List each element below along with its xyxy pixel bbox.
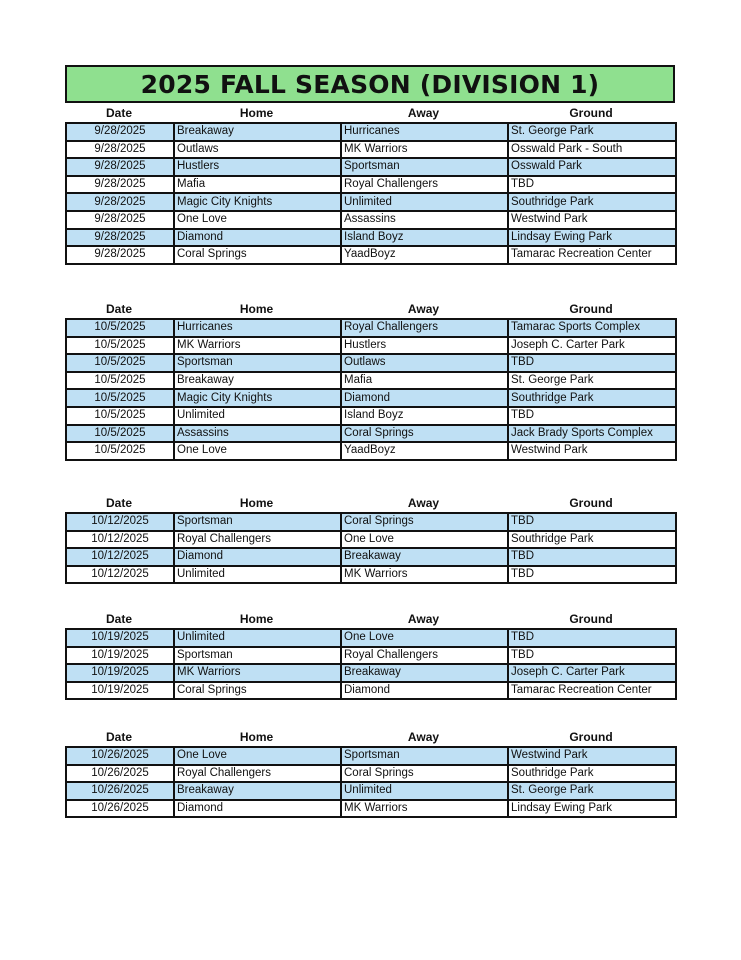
- table-row: [66, 566, 676, 584]
- column-header-ground: Ground: [569, 612, 613, 626]
- cell-away: Unlimited: [341, 193, 508, 211]
- cell-ground: Southridge Park: [508, 389, 676, 407]
- cell-ground: TBD: [508, 354, 676, 372]
- table-row: [66, 425, 676, 443]
- schedule-table: [65, 318, 677, 461]
- cell-home: Hustlers: [174, 158, 341, 176]
- cell-ground: Westwind Park: [508, 211, 676, 229]
- table-row: [66, 765, 676, 783]
- schedule-round: [65, 104, 675, 265]
- cell-ground: Tamarac Recreation Center: [508, 682, 676, 700]
- cell-away: Royal Challengers: [341, 176, 508, 194]
- cell-date: 10/12/2025: [66, 513, 174, 531]
- cell-home: Outlaws: [174, 141, 341, 159]
- column-header-row: [65, 494, 675, 512]
- column-header-away: Away: [407, 302, 440, 316]
- cell-home: Diamond: [174, 800, 341, 818]
- cell-ground: TBD: [508, 176, 676, 194]
- cell-away: MK Warriors: [341, 566, 508, 584]
- cell-home: Sportsman: [174, 513, 341, 531]
- column-header-home: Home: [239, 496, 274, 510]
- cell-away: Island Boyz: [341, 407, 508, 425]
- cell-date: 9/28/2025: [66, 158, 174, 176]
- cell-home: Breakaway: [174, 372, 341, 390]
- cell-ground: Joseph C. Carter Park: [508, 337, 676, 355]
- cell-date: 10/26/2025: [66, 747, 174, 765]
- cell-home: MK Warriors: [174, 337, 341, 355]
- cell-ground: Southridge Park: [508, 765, 676, 783]
- cell-home: Magic City Knights: [174, 389, 341, 407]
- table-row: [66, 319, 676, 337]
- cell-home: Mafia: [174, 176, 341, 194]
- column-header-row: [65, 300, 675, 318]
- cell-home: Royal Challengers: [174, 531, 341, 549]
- column-header-ground: Ground: [569, 302, 613, 316]
- cell-date: 10/12/2025: [66, 531, 174, 549]
- cell-ground: Southridge Park: [508, 193, 676, 211]
- table-row: [66, 664, 676, 682]
- cell-away: Coral Springs: [341, 765, 508, 783]
- cell-ground: Lindsay Ewing Park: [508, 229, 676, 247]
- schedule-round: [65, 300, 675, 461]
- cell-date: 10/26/2025: [66, 782, 174, 800]
- table-row: [66, 407, 676, 425]
- cell-home: Assassins: [174, 425, 341, 443]
- cell-home: One Love: [174, 211, 341, 229]
- column-header-date: Date: [105, 302, 132, 316]
- table-row: [66, 158, 676, 176]
- table-row: [66, 176, 676, 194]
- cell-ground: Westwind Park: [508, 747, 676, 765]
- cell-home: Hurricanes: [174, 319, 341, 337]
- column-header-ground: Ground: [569, 106, 613, 120]
- table-row: [66, 141, 676, 159]
- table-row: [66, 229, 676, 247]
- column-header-row: [65, 104, 675, 122]
- cell-home: Unlimited: [174, 629, 341, 647]
- cell-ground: Jack Brady Sports Complex: [508, 425, 676, 443]
- cell-date: 10/19/2025: [66, 647, 174, 665]
- cell-home: One Love: [174, 747, 341, 765]
- cell-ground: Tamarac Sports Complex: [508, 319, 676, 337]
- cell-date: 10/19/2025: [66, 664, 174, 682]
- table-row: [66, 548, 676, 566]
- table-row: [66, 513, 676, 531]
- cell-home: Unlimited: [174, 566, 341, 584]
- cell-home: Breakaway: [174, 782, 341, 800]
- table-row: [66, 193, 676, 211]
- table-row: [66, 354, 676, 372]
- cell-ground: St. George Park: [508, 123, 676, 141]
- table-row: [66, 647, 676, 665]
- cell-ground: Osswald Park - South: [508, 141, 676, 159]
- table-row: [66, 211, 676, 229]
- cell-date: 10/12/2025: [66, 548, 174, 566]
- cell-away: Island Boyz: [341, 229, 508, 247]
- cell-date: 10/5/2025: [66, 442, 174, 460]
- schedule-round: [65, 610, 675, 700]
- column-header-home: Home: [239, 730, 274, 744]
- cell-date: 10/19/2025: [66, 682, 174, 700]
- cell-date: 9/28/2025: [66, 211, 174, 229]
- page-title: 2025 FALL SEASON (DIVISION 1): [140, 69, 600, 99]
- cell-home: Magic City Knights: [174, 193, 341, 211]
- cell-date: 10/5/2025: [66, 372, 174, 390]
- column-header-away: Away: [407, 730, 440, 744]
- column-header-date: Date: [105, 106, 132, 120]
- cell-ground: TBD: [508, 629, 676, 647]
- cell-date: 10/12/2025: [66, 566, 174, 584]
- cell-ground: Joseph C. Carter Park: [508, 664, 676, 682]
- cell-ground: TBD: [508, 407, 676, 425]
- table-row: [66, 782, 676, 800]
- table-row: [66, 682, 676, 700]
- cell-away: Sportsman: [341, 158, 508, 176]
- column-header-away: Away: [407, 496, 440, 510]
- cell-home: One Love: [174, 442, 341, 460]
- cell-home: MK Warriors: [174, 664, 341, 682]
- cell-date: 10/5/2025: [66, 407, 174, 425]
- cell-away: Royal Challengers: [341, 647, 508, 665]
- cell-date: 10/26/2025: [66, 800, 174, 818]
- column-header-date: Date: [105, 730, 132, 744]
- cell-away: Diamond: [341, 389, 508, 407]
- column-header-home: Home: [239, 106, 274, 120]
- column-header-ground: Ground: [569, 730, 613, 744]
- cell-date: 9/28/2025: [66, 123, 174, 141]
- cell-away: YaadBoyz: [341, 246, 508, 264]
- cell-home: Coral Springs: [174, 246, 341, 264]
- cell-ground: TBD: [508, 548, 676, 566]
- schedule-round: [65, 728, 675, 818]
- schedule-table: [65, 512, 677, 584]
- schedule-round: [65, 494, 675, 584]
- column-header-away: Away: [407, 106, 440, 120]
- cell-away: Coral Springs: [341, 425, 508, 443]
- cell-home: Sportsman: [174, 647, 341, 665]
- cell-ground: Tamarac Recreation Center: [508, 246, 676, 264]
- cell-home: Royal Challengers: [174, 765, 341, 783]
- column-header-away: Away: [407, 612, 440, 626]
- cell-home: Unlimited: [174, 407, 341, 425]
- cell-date: 9/28/2025: [66, 176, 174, 194]
- column-header-date: Date: [105, 612, 132, 626]
- cell-away: Sportsman: [341, 747, 508, 765]
- cell-away: MK Warriors: [341, 141, 508, 159]
- column-header-ground: Ground: [569, 496, 613, 510]
- column-header-date: Date: [105, 496, 132, 510]
- cell-ground: Southridge Park: [508, 531, 676, 549]
- cell-date: 10/26/2025: [66, 765, 174, 783]
- schedule-table: [65, 628, 677, 700]
- cell-away: YaadBoyz: [341, 442, 508, 460]
- cell-away: Breakaway: [341, 664, 508, 682]
- cell-away: One Love: [341, 629, 508, 647]
- cell-away: Hurricanes: [341, 123, 508, 141]
- cell-ground: TBD: [508, 647, 676, 665]
- cell-home: Diamond: [174, 548, 341, 566]
- schedule-table: [65, 122, 677, 265]
- table-row: [66, 531, 676, 549]
- cell-away: Unlimited: [341, 782, 508, 800]
- table-row: [66, 123, 676, 141]
- table-row: [66, 629, 676, 647]
- cell-away: One Love: [341, 531, 508, 549]
- table-row: [66, 442, 676, 460]
- cell-home: Sportsman: [174, 354, 341, 372]
- cell-away: Hustlers: [341, 337, 508, 355]
- table-row: [66, 246, 676, 264]
- schedule-table: [65, 746, 677, 818]
- cell-away: Breakaway: [341, 548, 508, 566]
- cell-ground: Lindsay Ewing Park: [508, 800, 676, 818]
- cell-away: MK Warriors: [341, 800, 508, 818]
- cell-away: Outlaws: [341, 354, 508, 372]
- cell-date: 9/28/2025: [66, 229, 174, 247]
- cell-date: 10/5/2025: [66, 354, 174, 372]
- column-header-row: [65, 728, 675, 746]
- cell-ground: Osswald Park: [508, 158, 676, 176]
- cell-away: Royal Challengers: [341, 319, 508, 337]
- table-row: [66, 337, 676, 355]
- cell-date: 10/5/2025: [66, 337, 174, 355]
- table-row: [66, 800, 676, 818]
- cell-home: Diamond: [174, 229, 341, 247]
- cell-date: 9/28/2025: [66, 246, 174, 264]
- cell-ground: St. George Park: [508, 372, 676, 390]
- cell-away: Diamond: [341, 682, 508, 700]
- column-header-row: [65, 610, 675, 628]
- cell-date: 10/5/2025: [66, 425, 174, 443]
- column-header-home: Home: [239, 302, 274, 316]
- table-row: [66, 389, 676, 407]
- cell-away: Mafia: [341, 372, 508, 390]
- cell-ground: TBD: [508, 513, 676, 531]
- table-row: [66, 372, 676, 390]
- cell-away: Assassins: [341, 211, 508, 229]
- cell-ground: Westwind Park: [508, 442, 676, 460]
- page-title-banner: [65, 65, 675, 103]
- cell-date: 10/19/2025: [66, 629, 174, 647]
- cell-date: 10/5/2025: [66, 389, 174, 407]
- cell-home: Breakaway: [174, 123, 341, 141]
- table-row: [66, 747, 676, 765]
- cell-away: Coral Springs: [341, 513, 508, 531]
- cell-date: 10/5/2025: [66, 319, 174, 337]
- cell-home: Coral Springs: [174, 682, 341, 700]
- cell-date: 9/28/2025: [66, 193, 174, 211]
- cell-ground: TBD: [508, 566, 676, 584]
- cell-ground: St. George Park: [508, 782, 676, 800]
- column-header-home: Home: [239, 612, 274, 626]
- cell-date: 9/28/2025: [66, 141, 174, 159]
